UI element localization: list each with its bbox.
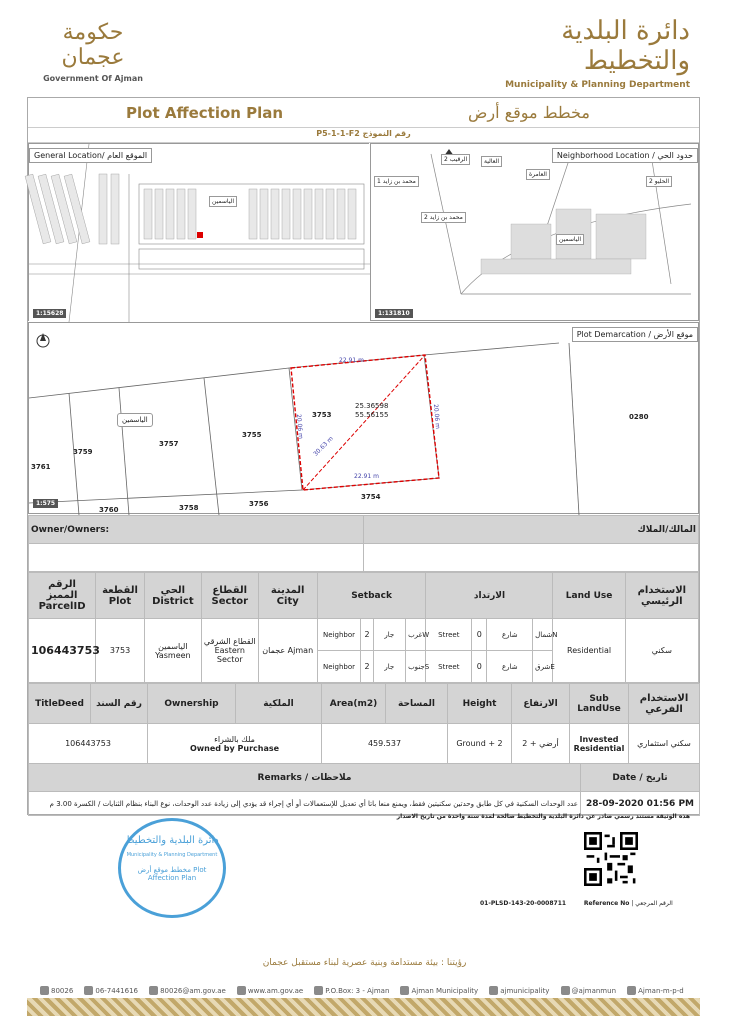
general-map-area-label: الياسمين (209, 196, 237, 207)
sub-land-use-en-value: Invested Residential (570, 724, 629, 764)
setback-type-ar: شارع (487, 651, 533, 683)
plot-dimension-right: 20.06 m (431, 403, 442, 430)
title-deed-en-header: TitleDeed (29, 684, 91, 724)
twitter-icon (561, 986, 570, 995)
setback-type-en: Street (426, 651, 472, 683)
plot-value: 3753 (96, 619, 145, 683)
owner-value-cell (29, 544, 364, 572)
height-en-header: Height (448, 684, 512, 724)
plot-boundary (291, 355, 442, 490)
plot-3757: 3757 (159, 440, 179, 448)
facebook-icon (400, 986, 409, 995)
neighborhood-location-map (370, 143, 699, 321)
department-logo (470, 16, 690, 90)
neighborhood-map-scale: 1:131810 (375, 309, 413, 318)
plot-3760: 3760 (99, 506, 119, 514)
twitter-link[interactable]: @ajmanmun (561, 986, 616, 995)
sub-land-use-ar-header: الاستخدام الفرعي (629, 684, 700, 724)
district-value: الياسمين Yasmeen (144, 619, 201, 683)
setback-type-en: Street (426, 619, 472, 651)
mailbox-icon (314, 986, 323, 995)
owner-label-english: Owner/Owners: (29, 516, 364, 544)
parcel-id-value: 106443753 (29, 619, 96, 683)
po-box: P.O.Box: 3 - Ajman (314, 986, 389, 995)
land-info-table (28, 572, 699, 683)
irtidad-header: الارتداد (426, 573, 553, 619)
plot-3761: 3761 (31, 463, 51, 471)
ownership-ar-header: الملكية (236, 684, 322, 724)
land-use-ar-value: سكني (625, 619, 698, 683)
area-ar-header: المساحة (386, 684, 448, 724)
setback-header: Setback (317, 573, 426, 619)
reference-row: 01-PLSD-143-20-0008711 Reference No | الرقم المرجعي (480, 900, 673, 907)
title-deed-value: 106443753 (29, 724, 148, 764)
plot-demarcation-label: Plot Demarcation / موقع الأرض (572, 327, 698, 342)
plot-dimension-bottom: 22.91 m (354, 473, 379, 480)
email-icon (149, 986, 158, 995)
land-use-ar-header: الاستخدام الرئيسي (625, 573, 698, 619)
neighborhood-label-3: العالية (481, 156, 502, 167)
plot-3755: 3755 (242, 431, 262, 439)
plot-3756: 3756 (249, 500, 269, 508)
date-value: 28-09-2020 01:56 PM (581, 792, 700, 816)
ownership-en-header: Ownership (148, 684, 236, 724)
setback-direction: شمالN (533, 619, 553, 651)
setback-relation-ar: جار (373, 651, 406, 683)
website-link[interactable]: www.am.gov.ae (237, 986, 303, 995)
setback-value: 0 (472, 651, 487, 683)
general-location-map (28, 143, 369, 321)
plot-coordinate-east: 55.56155 (355, 411, 389, 419)
setback-relation-en: Neighbor (317, 651, 361, 683)
setback-type-ar: شارع (487, 619, 533, 651)
owner-value-cell (364, 544, 699, 572)
official-stamp (118, 818, 226, 918)
sub-land-use-en-header: Sub LandUse (570, 684, 629, 724)
remarks-section (28, 763, 699, 816)
stamp-text-mid: Municipality & Planning Department (126, 852, 218, 858)
validity-note: هذه الوثيقة مستند رسمي صادر عن دائرة البلدية والتخطيط صالحة لمدة سنة واحدة من تاريخ الاصدار (396, 813, 690, 820)
department-logo-arabic: دائرة البلدية والتخطيط (561, 16, 690, 76)
department-logo-english: Municipality & Planning Department (505, 80, 690, 90)
title-deed-ar-header: رقم السند (91, 684, 148, 724)
plot-area-label: الياسمين (117, 413, 153, 427)
sector-header: القطاع Sector (201, 573, 258, 619)
setback-side: جنوبS (406, 651, 426, 683)
neighborhood-label-1: الرقيب 2 (441, 154, 470, 165)
form-number: P5-1-1-F2 رقم النموذج (28, 129, 699, 143)
title-arabic: مخطط موقع أرض (468, 103, 590, 122)
plot-coordinate-north: 25.36598 (355, 402, 389, 410)
phone-icon (84, 986, 93, 995)
neighborhood-label-4: العامرة (526, 169, 550, 180)
general-map-drawing (29, 144, 370, 322)
neighborhood-label-5: الحليو 2 (646, 176, 672, 187)
city-header: المدينة City (258, 573, 317, 619)
youtube-icon (489, 986, 498, 995)
setback-side: غربW (406, 619, 426, 651)
phone-number[interactable]: 06-7441616 (84, 986, 138, 995)
plot-0280: 0280 (629, 413, 649, 421)
area-value: 459.537 (322, 724, 448, 764)
height-en-value: Ground + 2 (448, 724, 512, 764)
facebook-link[interactable]: Ajman Municipality (400, 986, 478, 995)
area-en-header: Area(m2) (322, 684, 386, 724)
reference-value: 01-PLSD-143-20-0008711 (480, 900, 567, 907)
plot-3753: 3753 (312, 411, 332, 419)
plot-3759: 3759 (73, 448, 93, 456)
setback-number: 2 (361, 651, 373, 683)
government-logo-english: Government Of Ajman (43, 74, 143, 83)
title-row (28, 98, 699, 128)
land-use-en-value: Residential (553, 619, 625, 683)
ownership-value (148, 724, 322, 764)
building-info-table (28, 683, 699, 764)
government-logo (38, 20, 148, 83)
footer-pattern-band (27, 998, 700, 1016)
title-english: Plot Affection Plan (126, 104, 284, 122)
setback-value: 0 (472, 619, 487, 651)
general-location-label: General Location/ الموقع العام (29, 148, 152, 163)
youtube-link[interactable]: ajmunicipality (489, 986, 549, 995)
remarks-text: عدد الوحدات السكنية في كل طابق وحدتين سكنيتين فقط، ويمنع منعا باتا أي تعديل للإستعمالات أو أي إجراء قد يؤدي إلى زيادة عدد الوحدات، نوع البناء بنظام الثنايات / الكسرة 3.00 م (29, 792, 581, 816)
qr-code (584, 832, 638, 886)
government-logo-arabic: حكومة عجمان (61, 20, 125, 70)
phone-toll-free[interactable]: 80026 (40, 986, 73, 995)
ownership-en-value: Owned by Purchase (189, 743, 280, 753)
email-link[interactable]: 80026@am.gov.ae (149, 986, 226, 995)
ownership-ar-value: ملك بالشراء (214, 734, 255, 744)
north-arrow-icon (40, 333, 46, 341)
land-use-en-header: Land Use (553, 573, 625, 619)
plot-demarcation-map (28, 322, 699, 514)
plot-map-scale: 1:575 (33, 499, 58, 508)
neighborhood-location-label: Neighborhood Location / حدود الحي (552, 148, 698, 163)
general-map-scale: 1:15628 (33, 309, 66, 318)
reference-label-en: Reference No (583, 900, 630, 907)
height-ar-value: أرضي + 2 (512, 724, 570, 764)
setback-direction: شرقE (533, 651, 553, 683)
globe-icon (237, 986, 246, 995)
instagram-link[interactable]: Ajman-m-p-d (627, 986, 684, 995)
owner-label-arabic: المالك/الملاك (364, 516, 699, 544)
plot-dimension-top: 22.91 m (339, 357, 364, 364)
plot-dimension-left: 20.06 m (294, 413, 305, 440)
date-header: Date / تاريخ (581, 764, 700, 792)
stamp-text-top: دائرة البلدية والتخطيط (125, 835, 219, 846)
reference-label-ar: الرقم المرجعي (635, 900, 673, 907)
sub-land-use-ar-value: سكني استثماري (629, 724, 700, 764)
stamp-text-bottom: مخطط موقع أرض Plot Affection Plan (137, 866, 207, 882)
setback-relation-ar: جار (373, 619, 406, 651)
instagram-icon (627, 986, 636, 995)
phone-icon (40, 986, 49, 995)
height-ar-header: الارتفاع (512, 684, 570, 724)
footer-contacts (40, 980, 700, 999)
plot-header: القطعة Plot (96, 573, 145, 619)
sector-value: القطاع الشرقي Eastern Sector (201, 619, 258, 683)
neighborhood-label-6: محمد بن زايد 2 (421, 212, 466, 223)
setback-relation-en: Neighbor (317, 619, 361, 651)
neighborhood-label-7: الياسمين (556, 234, 584, 245)
plot-3754: 3754 (361, 493, 381, 501)
parcel-id-header: الرقم المميز ParcelID (29, 573, 96, 619)
city-value: عجمان Ajman (258, 619, 317, 683)
neighborhood-label-2: محمد بن زايد 1 (374, 176, 419, 187)
plot-3758: 3758 (179, 504, 199, 512)
remarks-header: Remarks / ملاحظات (29, 764, 581, 792)
general-map-plot-marker (197, 232, 203, 238)
plot-dimension-diagonal: 30.63 m (312, 435, 335, 458)
footer-slogan: رؤيتنا : بيئة مستدامة وبنية عصرية لبناء مستقبل عجمان (262, 958, 467, 968)
setback-number: 2 (361, 619, 373, 651)
district-header: الحي District (144, 573, 201, 619)
owner-section (28, 515, 699, 572)
